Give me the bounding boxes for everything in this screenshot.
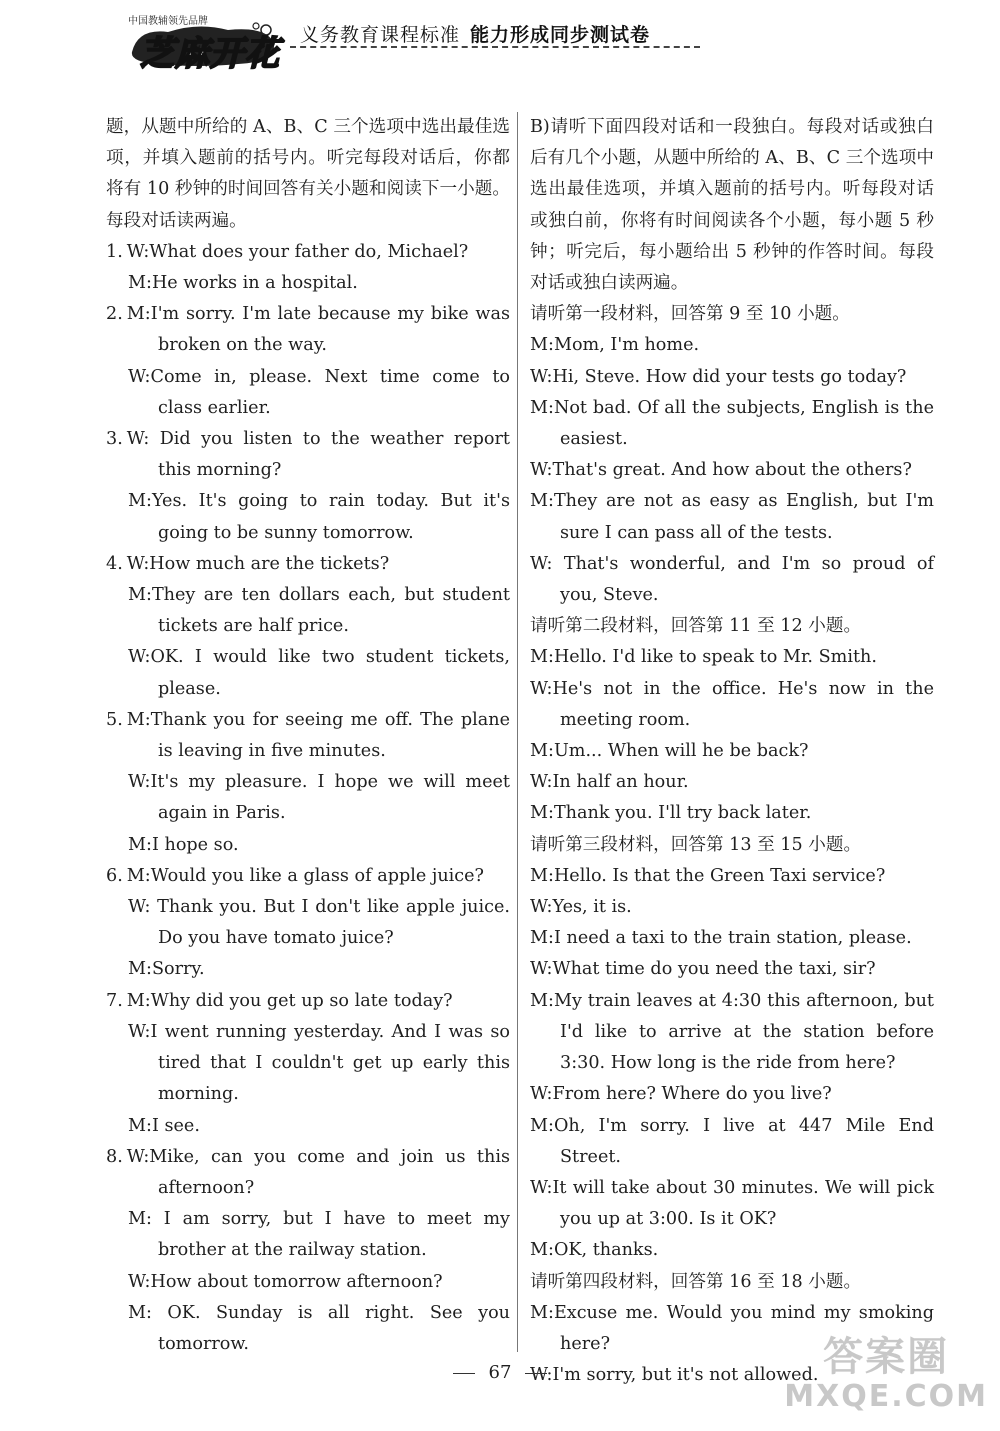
line-text: W:What does your father do, Michael? — [126, 241, 469, 262]
item-number: 1. — [106, 241, 123, 262]
line-text: M:Thank you for seeing me off. The plane is leaving in five minutes. — [126, 709, 510, 762]
line-text: M:I'm sorry. I'm late because my bike was broken on the way. — [126, 304, 510, 356]
dialogue-line: M:Mom, I'm home. — [530, 335, 700, 356]
dialogue-item — [106, 424, 510, 549]
dialogue-list — [106, 237, 510, 1360]
dialogue-line: M:Oh, I'm sorry. I live at 447 Mile End Street. — [530, 1115, 934, 1167]
dialogue-line: W:In half an hour. — [530, 772, 689, 793]
dialogue-line: M:Um... When will he be back? — [530, 741, 809, 762]
line-text: W:Mike, can you come and join us this afternoon? — [126, 1146, 510, 1198]
dialogue-line — [106, 986, 510, 1017]
dialogue-line — [106, 299, 510, 361]
column-divider — [517, 112, 518, 1352]
dialogue-line: W:Yes, it is. — [530, 897, 632, 918]
left-intro: 题，从题中所给的 A、B、C 三个选项中选出最佳选项，并填入题前的括号内。听完每段对话后，你都将有 10 秒钟的时间回答有关小题和阅读下一小题。每段对话读两遍。 — [106, 117, 510, 231]
dialogue-line: W:I went running yesterday. And I was so tired that I couldn't get up early this morning. — [128, 1021, 510, 1105]
dialogue-line — [106, 861, 510, 892]
dialogue-line: M: I am sorry, but I have to meet my brother at the railway station. — [128, 1209, 510, 1261]
right-intro: B)请听下面四段对话和一段独白。每段对话或独白后有几个小题，从题中所给的 A、B、C 三个选项中选出最佳选项，并填入题前的括号内。听每段对话或独白前，你将有时间阅读各个小题，每小题 5 秒钟；听完后，每小题给出 5 秒钟的作答时间。每段对话或独白读两遍。 — [530, 117, 934, 294]
dialogue-line: M:Hello. I'd like to speak to Mr. Smith. — [530, 647, 877, 668]
dialogue-line: W:From here? Where do you live? — [530, 1084, 832, 1105]
header-title — [300, 20, 650, 47]
dialogue-line: M:I hope so. — [128, 834, 239, 855]
dialogue-item — [106, 549, 510, 705]
dialogue-line: M:They are ten dollars each, but student tickets are half price. — [128, 585, 510, 637]
dialogue-item — [106, 237, 510, 299]
dialogue-item — [106, 705, 510, 861]
dialogue-line: M:Sorry. — [128, 959, 205, 980]
dialogue-line — [106, 549, 510, 580]
dialogue-item — [106, 1142, 510, 1360]
dialogue-line: W:Hi, Steve. How did your tests go today? — [530, 366, 907, 387]
section-heading: 请听第三段材料，回答第 13 至 15 小题。 — [530, 834, 862, 855]
footer-dash-left — [453, 1373, 475, 1374]
page-number: 67 — [488, 1362, 512, 1383]
line-text: M:Why did you get up so late today? — [126, 990, 453, 1011]
dialogue-line: M:Yes. It's going to rain today. But it's going to be sunny tomorrow. — [128, 491, 510, 543]
logo-text: 芝麻开花 — [140, 34, 280, 74]
dialogue-line: M:My train leaves at 4:30 this afternoon, but I'd like to arrive at the station before 3:30. How long is the ride from here? — [530, 990, 934, 1074]
dialogue-item — [106, 861, 510, 986]
dialogue-line — [106, 705, 510, 767]
dialogue-line — [106, 424, 510, 486]
brand-tagline: 中国教辅领先品牌 — [128, 16, 208, 27]
right-column — [530, 112, 934, 1391]
page-header — [0, 0, 1000, 80]
dialogue-line: W:It's my pleasure. I hope we will meet again in Paris. — [128, 772, 510, 824]
watermark-url: MXQE.COM — [784, 1379, 988, 1414]
dialogue-line: M:OK, thanks. — [530, 1240, 659, 1261]
dialogue-line: W:What time do you need the taxi, sir? — [530, 959, 876, 980]
line-text: W:How much are the tickets? — [126, 553, 390, 574]
dialogue-line: W:OK. I would like two student tickets, please. — [128, 647, 510, 699]
dialogue-line — [106, 237, 510, 268]
dialogue-item — [106, 299, 510, 424]
header-divider — [290, 46, 700, 48]
dialogue-line: M:Thank you. I'll try back later. — [530, 803, 812, 824]
dialogue-line: M:Hello. Is that the Green Taxi service? — [530, 865, 886, 886]
line-text: M:Would you like a glass of apple juice? — [126, 865, 484, 886]
dialogue-line: W:It will take about 30 minutes. We will pick you up at 3:00. Is it OK? — [530, 1177, 934, 1230]
footer-dash-right — [525, 1373, 547, 1374]
section-list — [530, 299, 934, 1391]
item-number: 4. — [106, 553, 123, 574]
item-number: 2. — [106, 304, 123, 325]
dialogue-line — [106, 1142, 510, 1204]
item-number: 3. — [106, 429, 123, 450]
dialogue-line: W:I'm sorry, but it's not allowed. — [530, 1365, 819, 1386]
dialogue-line: M:They are not as easy as English, but I'm sure I can pass all of the tests. — [530, 491, 934, 543]
item-number: 5. — [106, 709, 123, 730]
dialogue-line: W:He's not in the office. He's now in the meeting room. — [530, 678, 934, 730]
dialogue-line: M:He works in a hospital. — [128, 273, 358, 294]
section-heading: 请听第一段材料，回答第 9 至 10 小题。 — [530, 304, 850, 325]
item-number: 7. — [106, 990, 123, 1011]
dialogue-line: M: OK. Sunday is all right. See you tomorrow. — [128, 1302, 510, 1354]
watermark — [784, 1334, 988, 1417]
section-heading: 请听第四段材料，回答第 16 至 18 小题。 — [530, 1271, 862, 1292]
dialogue-line: W:Come in, please. Next time come to class earlier. — [128, 366, 510, 418]
line-text: W: Did you listen to the weather report this morning? — [126, 429, 510, 481]
dialogue-line: W: Thank you. But I don't like apple juice. Do you have tomato juice? — [128, 897, 510, 949]
watermark-text: 答案圈 — [823, 1334, 950, 1380]
dialogue-line: M:Excuse me. Would you mind my smoking here? — [530, 1302, 934, 1354]
left-column — [106, 112, 510, 1360]
dialogue-line: W:That's great. And how about the others? — [530, 460, 912, 481]
dialogue-item — [106, 986, 510, 1142]
dialogue-line: M:I see. — [128, 1115, 200, 1136]
dialogue-line: W: That's wonderful, and I'm so proud of you, Steve. — [530, 553, 934, 606]
dialogue-line: M:I need a taxi to the train station, please. — [530, 928, 912, 949]
dialogue-line: M:Not bad. Of all the subjects, English is the easiest. — [530, 397, 934, 450]
item-number: 8. — [106, 1146, 123, 1167]
section-heading: 请听第二段材料，回答第 11 至 12 小题。 — [530, 616, 862, 637]
series-title: 义务教育课程标准 — [300, 24, 461, 46]
dialogue-line: W:How about tomorrow afternoon? — [128, 1271, 443, 1292]
item-number: 6. — [106, 865, 123, 886]
book-title: 能力形成同步测试卷 — [470, 24, 651, 46]
